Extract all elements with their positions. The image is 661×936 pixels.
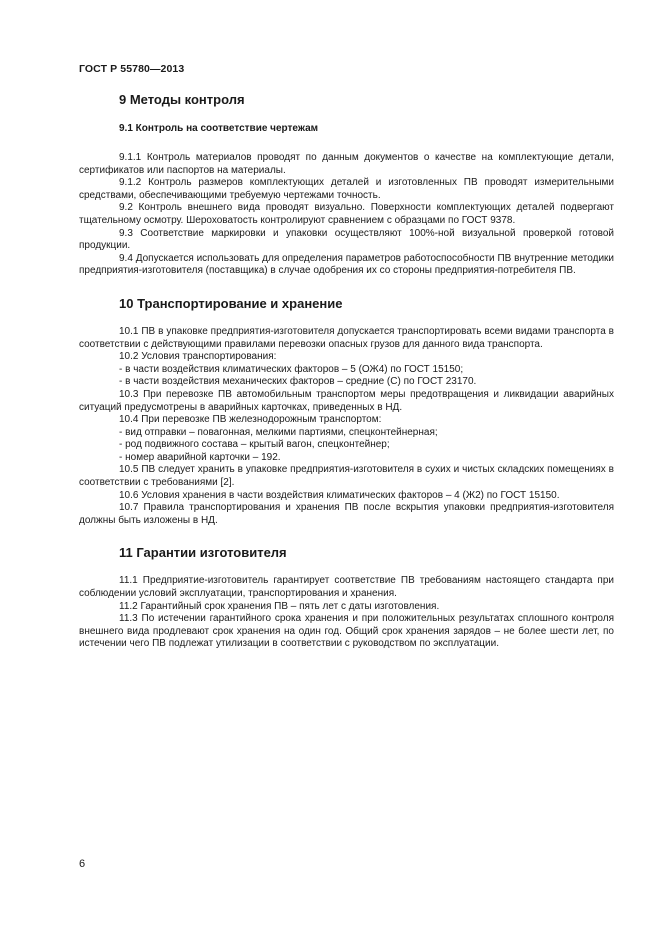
paragraph: 10.4 При перевозке ПВ железнодорожным транспортом: (119, 414, 382, 426)
list-item: - вид отправки – повагонная, мелкими партиями, спецконтейнерная; (119, 426, 438, 438)
section-title: 9 Методы контроля (119, 92, 245, 107)
paragraph: 10.5 ПВ следует хранить в упаковке предприятия-изготовителя в сухих и чистых складских помещениях в соответствии с требованиями [2]. (79, 464, 614, 489)
paragraph: 10.2 Условия транспортирования: (119, 351, 277, 363)
page-number: 6 (79, 858, 86, 870)
section-title: 10 Транспортирование и хранение (119, 295, 343, 311)
list-item: - номер аварийной карточки – 192. (119, 451, 281, 463)
subsection-title: 9.1 Контроль на соответствие чертежам (119, 123, 319, 134)
paragraph: 11.1 Предприятие-изготовитель гарантирует соответствие ПВ требованиям настоящего стандарта при соблюдении условий эксплуатации, транспортирования и хранения. (79, 575, 614, 600)
paragraph: 9.2 Контроль внешнего вида проводят визуально. Поверхности комплектующих деталей подвергают тщательному осмотру. Шероховатость контролируют сравнением с образцами по ГОСТ 9378. (79, 202, 614, 226)
paragraph: 11.3 По истечении гарантийного срока хранения и при положительных результатах сплошного контроля внешнего вида продлевают срок хранения на один год. Общий срок хранения зарядов – не более шести лет, по истечении чего ПВ подлежат утилизации в соответствии с руководством по эксплуатации. (79, 613, 614, 650)
list-item: - в части воздействия механических факторов – средние (С) по ГОСТ 23170. (119, 376, 477, 388)
document-body (79, 92, 614, 651)
paragraph: 10.7 Правила транспортирования и хранения ПВ после вскрытия упаковки предприятия-изготовителя должны быть изложены в НД. (79, 502, 614, 526)
list-item: - род подвижного состава – крытый вагон, спецконтейнер; (119, 439, 390, 451)
document-code: ГОСТ Р 55780—2013 (79, 63, 185, 75)
section-title: 11 Гарантии изготовителя (119, 545, 287, 561)
paragraph: 10.1 ПВ в упаковке предприятия-изготовителя допускается транспортировать всеми видами транспорта в соответствии с действующими правилами перевозки опасных грузов для данного вида транспорта. (79, 325, 614, 350)
paragraph: 9.1.2 Контроль размеров комплектующих деталей и изготовленных ПВ проводят измерительными средствами, обеспечивающими требуемую чертежами точность. (79, 177, 614, 201)
paragraph: 9.1.1 Контроль материалов проводят по данным документов о качестве на комплектующие детали, сертификатов или паспортов на материалы. (79, 152, 614, 176)
paragraph: 10.3 При перевозке ПВ автомобильным транспортом меры предотвращения и ликвидации аварийных ситуаций предусмотрены в аварийных карточках, приведенных в НД. (79, 388, 614, 413)
paragraph: 9.3 Соответствие маркировки и упаковки осуществляют 100%-ной визуальной проверкой готовой продукции. (79, 227, 614, 252)
paragraph: 9.4 Допускается использовать для определения параметров работоспособности ПВ внутренние методики предприятия-изготовителя (поставщика) в случае одобрения их со стороны предприятия-потребителя ПВ. (79, 252, 614, 277)
paragraph: 10.6 Условия хранения в части воздействия климатических факторов – 4 (Ж2) по ГОСТ 15150. (119, 489, 560, 501)
paragraph: 11.2 Гарантийный срок хранения ПВ – пять лет с даты изготовления. (119, 600, 440, 612)
list-item: - в части воздействия климатических факторов – 5 (ОЖ4) по ГОСТ 15150; (119, 363, 464, 375)
